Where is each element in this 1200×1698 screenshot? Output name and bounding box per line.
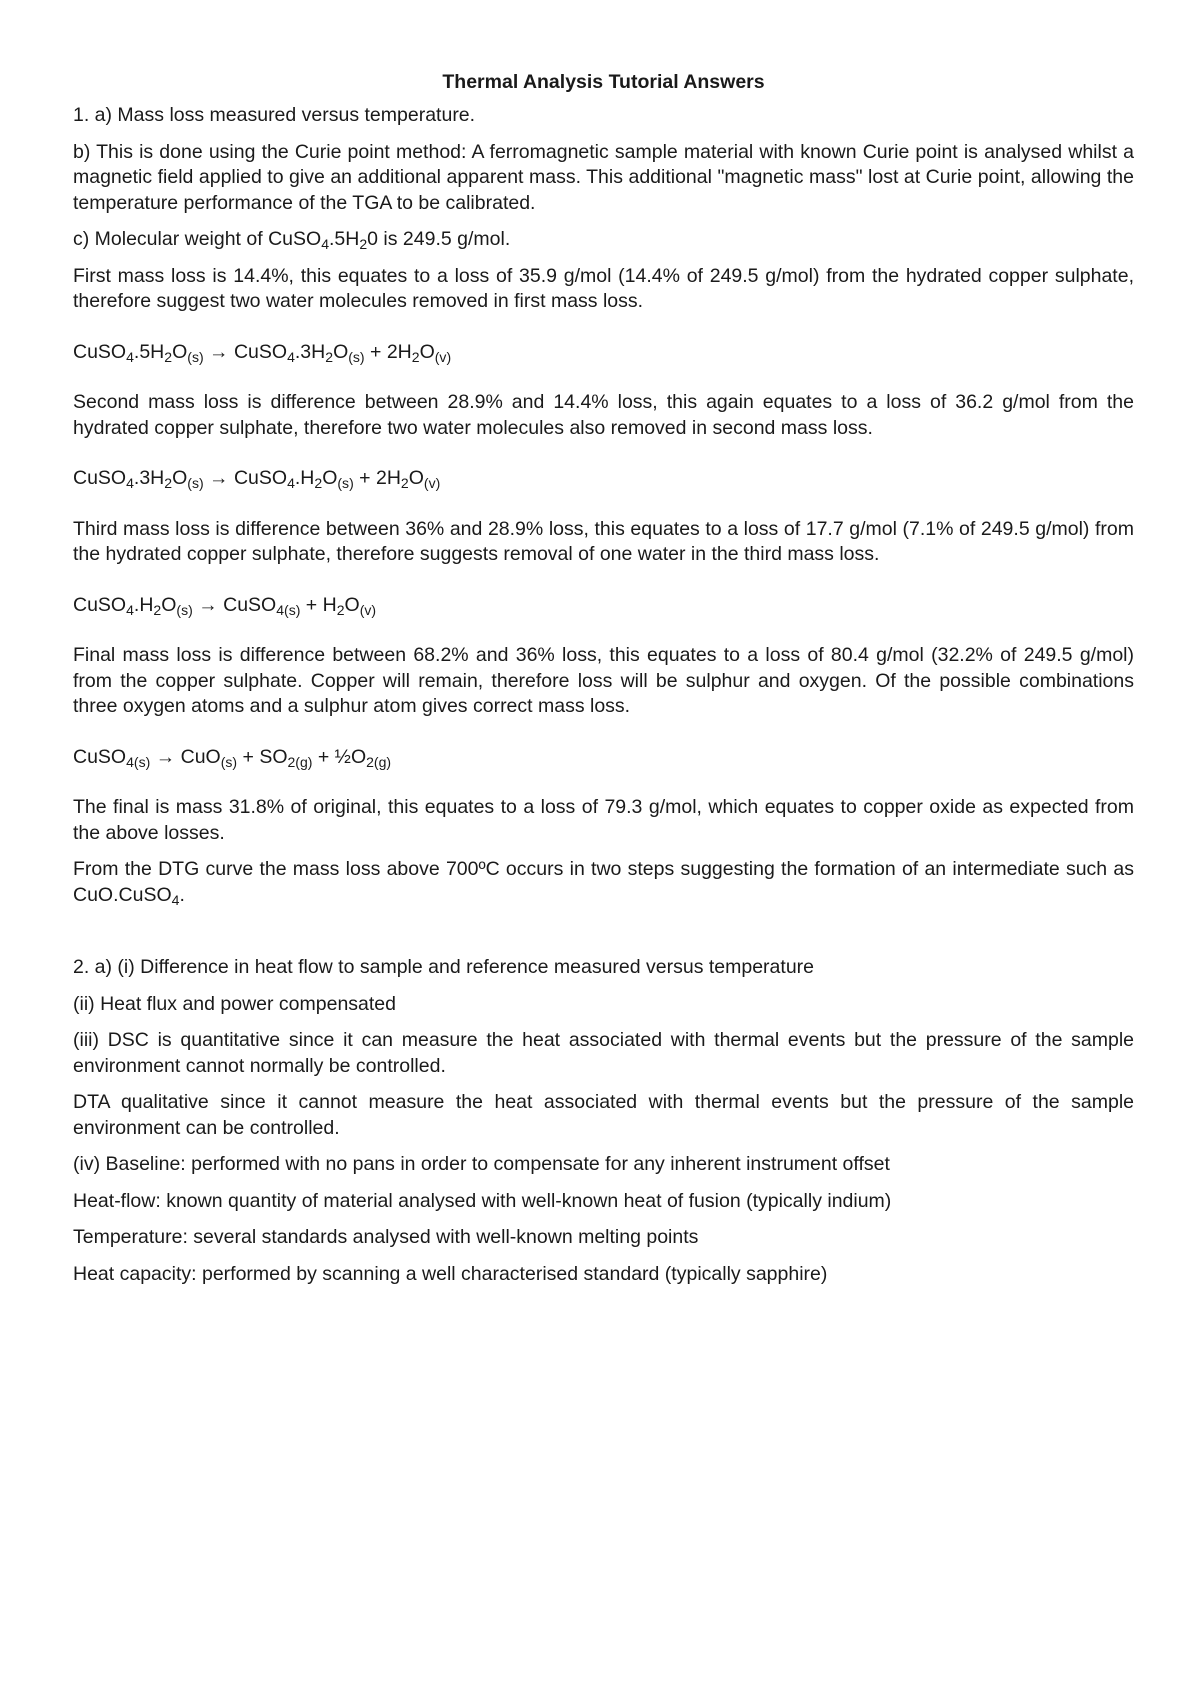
- final-mass: The final is mass 31.8% of original, this equates to a loss of 79.3 g/mol, which equates to copper oxide as expected from the above losses.: [73, 796, 1134, 844]
- q2-part-a-iii: (iii) DSC is quantitative since it can measure the heat associated with thermal events but the pressure of the sample environment cannot normally be controlled.: [73, 1029, 1134, 1077]
- equation-4: CuSO$_{4(s)}$ → $CuO_{(s)} + SO_{2(g)}$ + $\frac{1}{2}O_{2(g)}$: [73, 745, 392, 770]
- section-gap: [73, 919, 1134, 955]
- dtg-curve-note: From the DTG curve the mass loss above 700ºC occurs in two steps suggesting the formation of an intermediate such as CuO.CuSO$_4$.: [73, 858, 1134, 908]
- second-mass-loss: Second mass loss is difference between 28.9% and 14.4% loss, this again equates to a loss of 36.2 g/mol from the hydrated copper sulphate, therefore two water molecules also removed in second mass loss.: [73, 391, 1134, 439]
- third-mass-loss: Third mass loss is difference between 36% and 28.9% loss, this equates to a loss of 17.7 g/mol (7.1% of 249.5 g/mol) from the hydrated copper sulphate, therefore suggests removal of one water in the third mass loss.: [73, 517, 1134, 565]
- page-title: Thermal Analysis Tutorial Answers: [442, 71, 765, 93]
- q2-part-a-i: 2. a) (i) Difference in heat flow to sample and reference measured versus temperature: [73, 956, 814, 978]
- heat-capacity-calibration: Heat capacity: performed by scanning a well characterised standard (typically sapphire): [73, 1262, 828, 1285]
- dta-note: DTA qualitative since it cannot measure the heat associated with thermal events but the pressure of the sample environment can be controlled.: [73, 1091, 1134, 1139]
- q1-part-b: b) This is done using the Curie point method: A ferromagnetic sample material with known Curie point is analysed whilst a magnetic field applied to give an additional apparent mass. This additional "magnetic mass" lost at Curie point, allowing the temperature performance of the TGA to be calibrated.: [73, 140, 1134, 214]
- q1-part-c: c) Molecular weight of $CuSO_4.5H_20$ is 249.5 g/mol.: [73, 228, 511, 252]
- heat-flow-calibration: Heat-flow: known quantity of material analysed with well-known heat of fusion (typically indium): [73, 1189, 892, 1212]
- equation-2: $CuSO_4.3H_2O_{(s)}$ → $CuSO_4.H_2O_{(s)} + 2H_2O_{(v)}$: [73, 467, 441, 491]
- temperature-calibration: Temperature: several standards analysed with well-known melting points: [73, 1226, 699, 1248]
- q2-part-a-iv: (iv) Baseline: performed with no pans in order to compensate for any inherent instrument offset: [73, 1153, 890, 1175]
- first-mass-loss: First mass loss is 14.4%, this equates to a loss of 35.9 g/mol (14.4% of 249.5 g/mol) from the hydrated copper sulphate, therefore suggest two water molecules removed in first mass loss.: [73, 264, 1134, 312]
- final-mass-loss: Final mass loss is difference between 68.2% and 36% loss, this equates to a loss of 80.4 g/mol (32.2% of 249.5 g/mol) from the copper sulphate. Copper will remain, therefore loss will be sulphur and oxygen. Of the possible combinations three oxygen atoms and a sulphur atom gives correct mass loss.: [73, 644, 1134, 717]
- equation-3: $CuSO_4.H_2O_{(s)}$ → CuSO$_{4(s)}$ + $H_2O_{(v)}$: [73, 593, 377, 618]
- equation-1: $CuSO_4.5H_2O_{(s)}$ → $CuSO_4.3H_2O_{(s)} + 2H_2O_{(v)}$: [73, 340, 452, 365]
- q1-part-a: 1. a) Mass loss measured versus temperature.: [73, 104, 476, 126]
- q2-part-a-ii: (ii) Heat flux and power compensated: [73, 992, 396, 1015]
